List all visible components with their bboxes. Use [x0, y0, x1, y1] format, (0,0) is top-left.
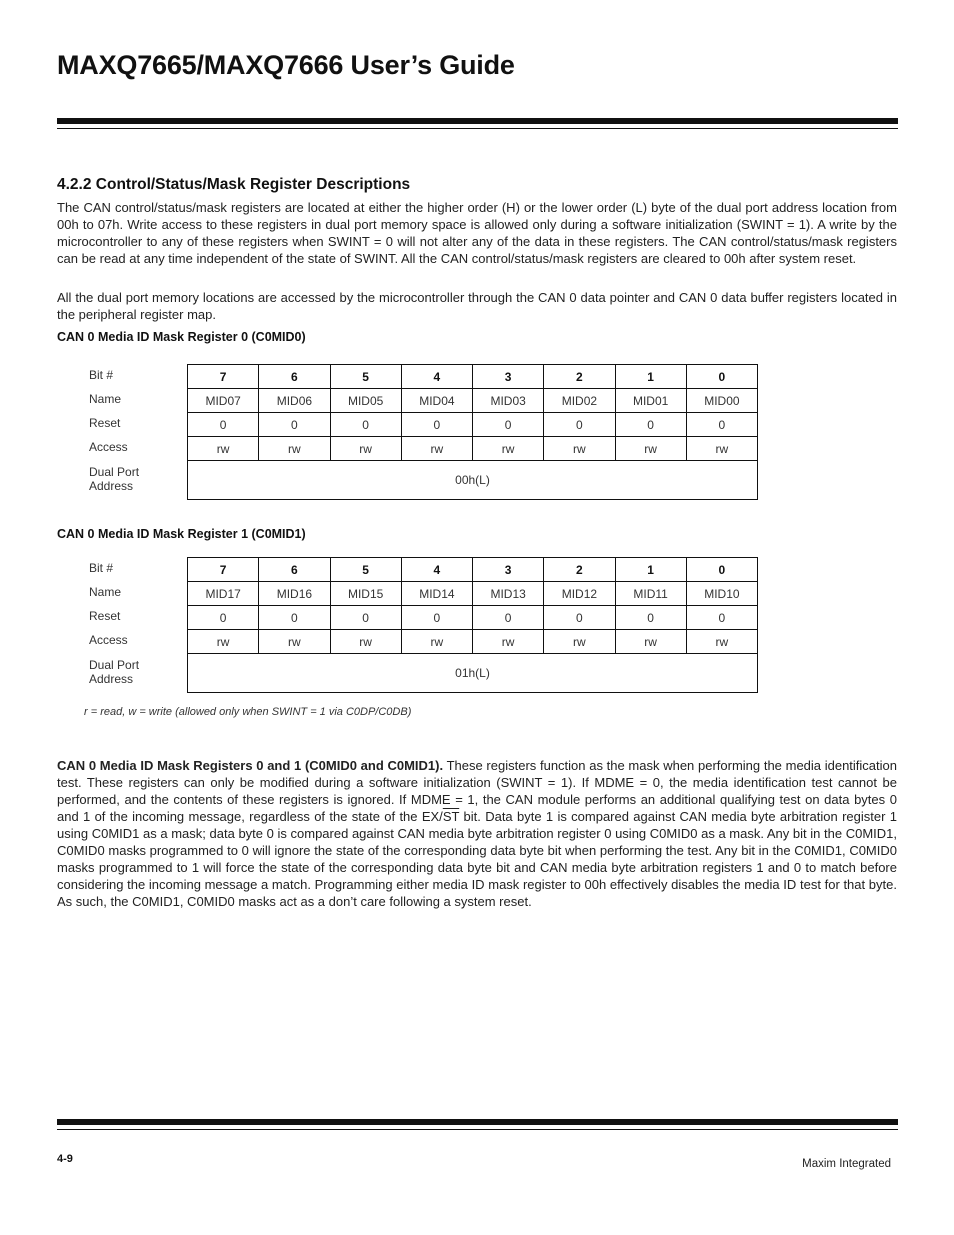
register-1-grid [187, 557, 758, 693]
name-cell: MID12 [544, 582, 615, 605]
access-row [188, 630, 757, 654]
reset-label: Reset [89, 416, 121, 430]
access-cell: rw [259, 437, 330, 460]
name-cell: MID01 [616, 389, 687, 412]
name-row [188, 582, 757, 606]
bit-cell: 2 [544, 365, 615, 388]
description-text-part1: These registers function as the mask when performing the media identification test. These registers can only be modified during a software initialization (SWINT = 1). If MDME = 0, the media identification test cannot be performed, and the contents of these registers is ignored. If MDME = 1, the CAN module performs an additional qualifying test on data bytes 0 and 1 of the incoming message, regardless of the state of the [57, 758, 897, 824]
bit-cell: 5 [331, 558, 402, 581]
company-name: Maxim Integrated [802, 1158, 891, 1170]
register-0-grid [187, 364, 758, 500]
dual-port-address-row [188, 654, 757, 692]
bit-cell: 6 [259, 558, 330, 581]
reset-cell: 0 [616, 413, 687, 436]
bit-label: Bit # [89, 368, 114, 382]
access-cell: rw [544, 437, 615, 460]
register-0-heading: CAN 0 Media ID Mask Register 0 (C0MID0) [57, 330, 306, 344]
access-row [188, 437, 757, 461]
access-cell: rw [259, 630, 330, 653]
bit-cell: 1 [616, 558, 687, 581]
header-rule-thin [57, 128, 898, 129]
name-label: Name [89, 585, 122, 599]
name-cell: MID04 [402, 389, 473, 412]
footer-rule-thick [57, 1119, 898, 1125]
reset-label: Reset [89, 609, 121, 623]
reset-cell: 0 [259, 606, 330, 629]
access-footnote: r = read, w = write (allowed only when SWINT = 1 via C0DP/C0DB) [84, 706, 412, 718]
reset-cell: 0 [331, 413, 402, 436]
bit-cell: 2 [544, 558, 615, 581]
ex-signal: EX/ [421, 809, 443, 824]
intro-paragraph: The CAN control/status/mask registers are located at either the higher order (H) or the lower order (L) byte of the dual port address location from 00h to 07h. Write access to these registers in dual port memory space is allowed only during a software initialization (SWINT = 1). A write by the microcontroller to any of these registers when SWINT = 0 will not alter any of the data in these registers. The CAN control/status/mask registers can be read at any time independent of the state of SWINT. All the CAN control/status/mask registers are cleared to 00h after system reset. [57, 200, 897, 266]
reset-cell: 0 [331, 606, 402, 629]
bit-cell: 5 [331, 365, 402, 388]
bit-number-row [188, 558, 757, 582]
name-cell: MID10 [704, 586, 740, 601]
access-paragraph: All the dual port memory locations are accessed by the microcontroller through the CAN 0 data pointer and CAN 0 data buffer registers located in the peripheral register map. [57, 290, 897, 322]
dual-port-address-cell: 01h(L) [455, 666, 490, 680]
name-row [188, 389, 757, 413]
register-0-table [89, 364, 760, 500]
reset-cell: 0 [544, 606, 615, 629]
name-cell: MID00 [704, 393, 740, 408]
access-cell: rw [616, 437, 687, 460]
reset-cell: 0 [473, 606, 544, 629]
access-cell: rw [544, 630, 615, 653]
header-rule-thick [57, 118, 898, 124]
name-cell: MID03 [473, 389, 544, 412]
access-cell: rw [715, 441, 729, 456]
document-title: MAXQ7665/MAXQ7666 User’s Guide [57, 50, 515, 80]
access-cell: rw [402, 437, 473, 460]
st-signal-overlined: $\overline{ST}$ [442, 809, 460, 824]
bit-cell: 0 [718, 562, 726, 577]
description-paragraph [57, 757, 897, 910]
reset-cell: 0 [188, 413, 259, 436]
dual-port-address-cell: 00h(L) [455, 473, 490, 487]
bit-number-row [188, 365, 757, 389]
dual-port-label [89, 658, 139, 686]
reset-row [188, 413, 757, 437]
bit-cell: 4 [402, 558, 473, 581]
access-cell: rw [331, 437, 402, 460]
name-cell: MID16 [259, 582, 330, 605]
name-cell: MID11 [616, 582, 687, 605]
dual-port-label-line2: Address [89, 672, 134, 686]
name-cell: MID13 [473, 582, 544, 605]
reset-cell: 0 [718, 610, 726, 625]
footer-rule-thin [57, 1129, 898, 1130]
access-cell: rw [473, 437, 544, 460]
bit-cell: 3 [473, 558, 544, 581]
name-cell: MID07 [188, 389, 259, 412]
dual-port-label [89, 465, 139, 493]
name-cell: MID17 [188, 582, 259, 605]
access-cell: rw [188, 630, 259, 653]
name-cell: MID05 [331, 389, 402, 412]
reset-cell: 0 [188, 606, 259, 629]
bit-cell: 3 [473, 365, 544, 388]
dual-port-label-line1: Dual Port [89, 465, 140, 479]
register-1-table [89, 557, 760, 693]
bit-cell: 1 [616, 365, 687, 388]
dual-port-label-line1: Dual Port [89, 658, 140, 672]
name-cell: MID06 [259, 389, 330, 412]
page-number: 4-9 [57, 1153, 73, 1165]
access-cell: rw [715, 634, 729, 649]
access-label: Access [89, 440, 128, 454]
access-cell: rw [402, 630, 473, 653]
reset-row [188, 606, 757, 630]
access-cell: rw [331, 630, 402, 653]
description-text-part2: bit. Data byte 1 is compared against CAN media byte arbitration register 1 using C0MID1 as a mask; data byte 0 is compared against CAN media byte arbitration register 0 using C0MID0 as a mask. Any bit in the C0MID1, C0MID0 masks programmed to 0 will ignore the state of the corresponding data byte bit when performing the test. Any bit in the C0MID1, C0MID0 masks programmed to 1 will force the state of the corresponding data byte bit and CAN media byte arbitration registers 1 and 0 to match before considering the incoming message a match. Programming either media ID mask register to 00h effectively disables the media ID test for that byte. As such, the C0MID1, C0MID0 masks act as a don’t care following a system reset. [57, 809, 897, 909]
bit-label: Bit # [89, 561, 114, 575]
bit-cell: 6 [259, 365, 330, 388]
bit-cell: 7 [188, 365, 259, 388]
bit-cell: 4 [402, 365, 473, 388]
reset-cell: 0 [259, 413, 330, 436]
reset-cell: 0 [402, 606, 473, 629]
reset-cell: 0 [473, 413, 544, 436]
name-cell: MID14 [402, 582, 473, 605]
reset-cell: 0 [544, 413, 615, 436]
reset-cell: 0 [718, 417, 726, 432]
description-lead: CAN 0 Media ID Mask Registers 0 and 1 (C0MID0 and C0MID1). [57, 758, 444, 773]
access-label: Access [89, 633, 128, 647]
dual-port-address-row [188, 461, 757, 499]
register-1-heading: CAN 0 Media ID Mask Register 1 (C0MID1) [57, 527, 306, 541]
bit-cell: 7 [188, 558, 259, 581]
dual-port-label-line2: Address [89, 479, 134, 493]
reset-cell: 0 [616, 606, 687, 629]
access-cell: rw [188, 437, 259, 460]
access-cell: rw [473, 630, 544, 653]
reset-cell: 0 [402, 413, 473, 436]
section-heading: 4.2.2 Control/Status/Mask Register Descriptions [57, 176, 411, 193]
access-cell: rw [616, 630, 687, 653]
name-label: Name [89, 392, 122, 406]
name-cell: MID15 [331, 582, 402, 605]
name-cell: MID02 [544, 389, 615, 412]
bit-cell: 0 [718, 369, 726, 384]
